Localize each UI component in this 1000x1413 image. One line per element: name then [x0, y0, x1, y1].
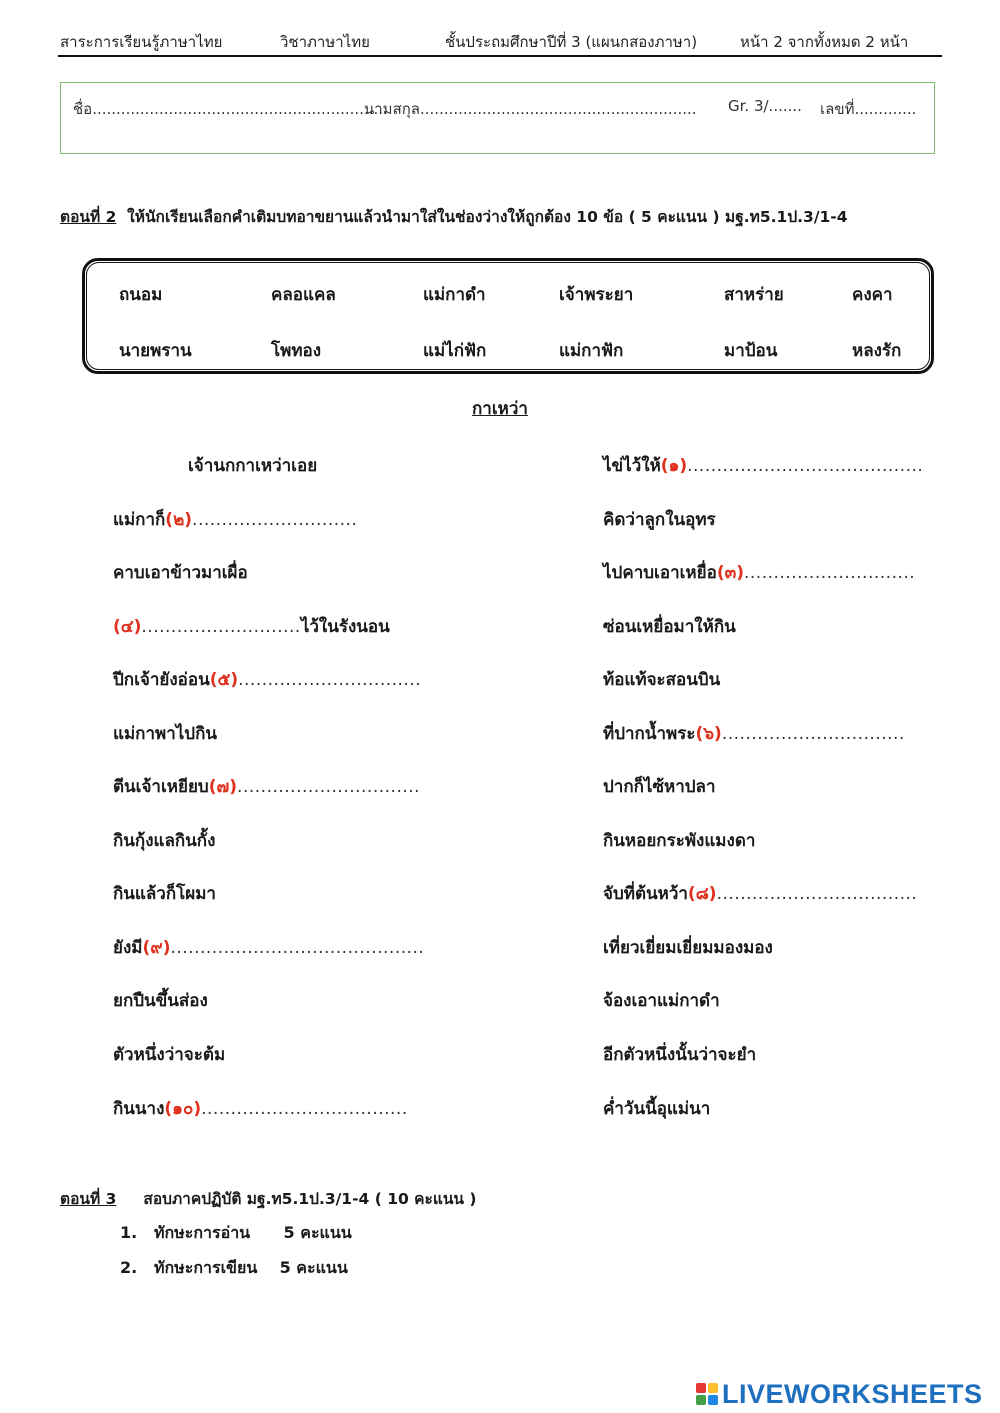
poem-line-left: ยกปืนขึ้นส่อง	[113, 991, 208, 1011]
word-bank-inner-border	[86, 262, 930, 370]
header-course: วิชาภาษาไทย	[280, 33, 370, 51]
poem-line-right: ท้อแท้จะสอนบิน	[603, 670, 721, 690]
word-bank-item: สาหร่าย	[724, 285, 784, 305]
word-bank-item: ถนอม	[119, 285, 163, 305]
poem-line-left: ปีกเจ้ายังอ่อน(๕)...............................	[113, 670, 422, 690]
blank-number: (๘)	[687, 884, 717, 904]
answer-blank[interactable]: ...................................	[201, 1099, 408, 1119]
answer-blank[interactable]: .............................	[743, 563, 916, 583]
part2-label: ตอนที่ 2	[60, 208, 117, 226]
student-info-box	[60, 82, 935, 154]
poem-line-right: ไข่ไว้ให้(๑)........................................	[603, 456, 924, 476]
poem-line-left: กินแล้วก็โผมา	[113, 884, 216, 904]
blank-number: (๑๐)	[164, 1099, 202, 1119]
grade-field[interactable]: Gr. 3/.......	[728, 97, 802, 115]
part3-text: สอบภาคปฏิบัติ มฐ.ท5.1ป.3/1-4 ( 10 คะแนน )	[143, 1190, 477, 1208]
answer-blank[interactable]: ..................................	[716, 884, 918, 904]
blank-number: (๔)	[113, 617, 142, 637]
poem-line-right: ค่ำวันนี้อุแม่นา	[603, 1099, 711, 1119]
poem-line-right: ปากก็ไซ้หาปลา	[603, 777, 716, 797]
answer-blank[interactable]: ...............................	[238, 670, 422, 690]
word-bank-item: มาป้อน	[724, 341, 778, 361]
answer-blank[interactable]: ...........................................	[170, 938, 425, 958]
part3-item: 1. ทักษะการอ่าน 5 คะแนน	[120, 1223, 352, 1242]
poem-title: กาเหว่า	[472, 399, 528, 419]
part2-instruction	[60, 204, 848, 229]
surname-field[interactable]: นามสกุล..........................................................	[364, 100, 697, 118]
poem-line-left: แม่กาพาไปกิน	[113, 724, 218, 744]
header-subject: สาระการเรียนรู้ภาษาไทย	[60, 33, 223, 51]
word-bank-item: หลงรัก	[852, 341, 902, 361]
poem-line-right: จับที่ต้นหว้า(๘)..................................	[603, 884, 918, 904]
word-bank-item: แม่กาฟัก	[559, 341, 624, 361]
blank-number: (๑)	[660, 456, 688, 476]
part2-text: ให้นักเรียนเลือกคำเติมบทอาขยานแล้วนำมาใส่ในช่องว่างให้ถูกต้อง 10 ข้อ ( 5 คะแนน ) มฐ.ท5.1ป.3/1-4	[127, 208, 848, 226]
blank-number: (๗)	[208, 777, 238, 797]
name-field[interactable]: ชื่อ..............................................................	[73, 100, 388, 118]
poem-line-right: กินหอยกระพังแมงดา	[603, 831, 756, 851]
blank-number: (๖)	[695, 724, 722, 744]
part3-label: ตอนที่ 3	[60, 1190, 117, 1208]
blank-number: (๕)	[209, 670, 239, 690]
blank-number: (๙)	[142, 938, 171, 958]
word-bank-item: แม่กาดำ	[423, 285, 486, 305]
number-field[interactable]: เลขที่.............	[820, 100, 917, 118]
answer-blank[interactable]: ...............................	[237, 777, 421, 797]
word-bank-item: แม่ไก่ฟัก	[423, 341, 487, 361]
word-bank-item: โพทอง	[271, 341, 322, 361]
answer-blank[interactable]: ...............................	[721, 724, 905, 744]
blank-number: (๓)	[716, 563, 744, 583]
header-divider	[58, 55, 942, 57]
poem-line-left: แม่กาก็(๒)............................	[113, 510, 358, 530]
logo-icon	[696, 1383, 718, 1405]
poem-line-left: กินกุ้งแลกินกั้ง	[113, 831, 216, 851]
header-page: หน้า 2 จากทั้งหมด 2 หน้า	[740, 33, 909, 51]
poem-line-right: จ้องเอาแม่กาดำ	[603, 991, 720, 1011]
poem-line-left: กินนาง(๑๐)...................................	[113, 1099, 408, 1119]
logo-text: LIVEWORKSHEETS	[722, 1378, 983, 1409]
poem-line-right: ซ่อนเหยื่อมาให้กิน	[603, 617, 736, 637]
word-bank-item: คลอแคล	[271, 285, 336, 305]
poem-line-right: เที่ยวเยี่ยมเยี่ยมมองมอง	[603, 938, 773, 958]
blank-number: (๒)	[165, 510, 193, 530]
part3-item: 2. ทักษะการเขียน 5 คะแนน	[120, 1258, 348, 1277]
answer-blank[interactable]: ............................	[192, 510, 358, 530]
word-bank-item: เจ้าพระยา	[559, 285, 634, 305]
poem-line-left: (๔)...........................ไว้ในรังนอน	[113, 617, 390, 637]
poem-line-right: อีกตัวหนึ่งนั้นว่าจะยำ	[603, 1045, 757, 1065]
poem-line-left: คาบเอาข้าวมาเผื่อ	[113, 563, 248, 583]
answer-blank[interactable]: ...........................	[141, 617, 301, 637]
poem-line-left: เจ้านกกาเหว่าเอย	[188, 456, 318, 476]
part3-instruction	[60, 1186, 477, 1211]
poem-line-right: ที่ปากน้ำพระ(๖)...............................	[603, 724, 905, 744]
poem-line-left: ตัวหนึ่งว่าจะต้ม	[113, 1045, 226, 1065]
word-bank-item: นายพราน	[119, 341, 192, 361]
poem-line-right: ไปคาบเอาเหยื่อ(๓).............................	[603, 563, 916, 583]
poem-line-left: ตีนเจ้าเหยียบ(๗)...............................	[113, 777, 421, 797]
poem-line-left: ยังมี(๙)...........................................	[113, 938, 425, 958]
answer-blank[interactable]: ........................................	[687, 456, 924, 476]
poem-line-right: คิดว่าลูกในอุทร	[603, 510, 716, 530]
word-bank-item: คงคา	[852, 285, 893, 305]
liveworksheets-logo[interactable]	[696, 1377, 983, 1411]
header-level: ชั้นประถมศึกษาปีที่ 3 (แผนกสองภาษา)	[445, 33, 698, 51]
